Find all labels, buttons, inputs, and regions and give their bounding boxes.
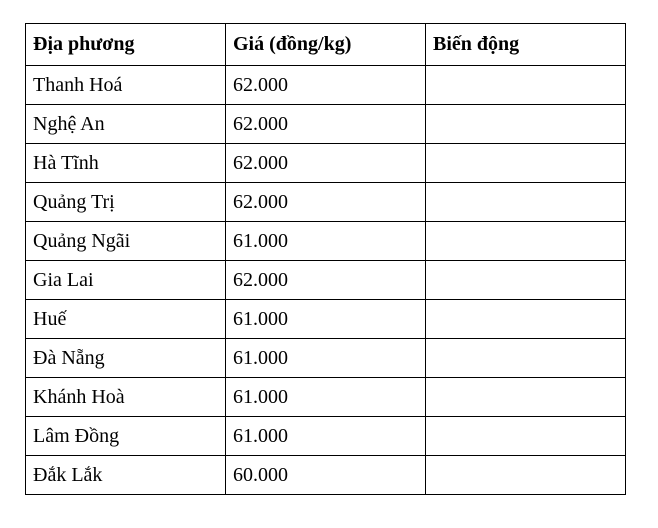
- cell-location: Đắk Lắk: [26, 456, 226, 495]
- cell-price: 61.000: [226, 417, 426, 456]
- table-row: [26, 417, 626, 456]
- table-row: [26, 300, 626, 339]
- cell-change: [426, 222, 626, 261]
- table-row: [26, 222, 626, 261]
- cell-location: Hà Tĩnh: [26, 144, 226, 183]
- cell-price: 61.000: [226, 222, 426, 261]
- cell-change: [426, 261, 626, 300]
- cell-price: 61.000: [226, 300, 426, 339]
- header-row: [26, 24, 626, 66]
- cell-location: Thanh Hoá: [26, 66, 226, 105]
- cell-price: 62.000: [226, 261, 426, 300]
- cell-location: Gia Lai: [26, 261, 226, 300]
- table-header: [26, 24, 626, 66]
- cell-price: 62.000: [226, 183, 426, 222]
- cell-location: Lâm Đồng: [26, 417, 226, 456]
- cell-location: Đà Nẵng: [26, 339, 226, 378]
- cell-change: [426, 105, 626, 144]
- cell-price: 60.000: [226, 456, 426, 495]
- header-change: Biến động: [426, 24, 626, 66]
- cell-location: Quảng Ngãi: [26, 222, 226, 261]
- cell-location: Quảng Trị: [26, 183, 226, 222]
- table-row: [26, 261, 626, 300]
- table-row: [26, 183, 626, 222]
- cell-change: [426, 300, 626, 339]
- price-table: [25, 23, 626, 495]
- cell-price: 61.000: [226, 339, 426, 378]
- cell-location: Khánh Hoà: [26, 378, 226, 417]
- cell-change: [426, 417, 626, 456]
- cell-change: [426, 144, 626, 183]
- cell-price: 62.000: [226, 144, 426, 183]
- table-row: [26, 144, 626, 183]
- cell-price: 62.000: [226, 66, 426, 105]
- cell-change: [426, 66, 626, 105]
- table-row: [26, 456, 626, 495]
- cell-location: Huế: [26, 300, 226, 339]
- cell-location: Nghệ An: [26, 105, 226, 144]
- cell-change: [426, 456, 626, 495]
- header-price: Giá (đồng/kg): [226, 24, 426, 66]
- cell-change: [426, 183, 626, 222]
- table-row: [26, 66, 626, 105]
- table-row: [26, 105, 626, 144]
- cell-price: 62.000: [226, 105, 426, 144]
- table-body: [26, 66, 626, 495]
- header-location: Địa phương: [26, 24, 226, 66]
- table-row: [26, 339, 626, 378]
- cell-price: 61.000: [226, 378, 426, 417]
- table-row: [26, 378, 626, 417]
- cell-change: [426, 378, 626, 417]
- cell-change: [426, 339, 626, 378]
